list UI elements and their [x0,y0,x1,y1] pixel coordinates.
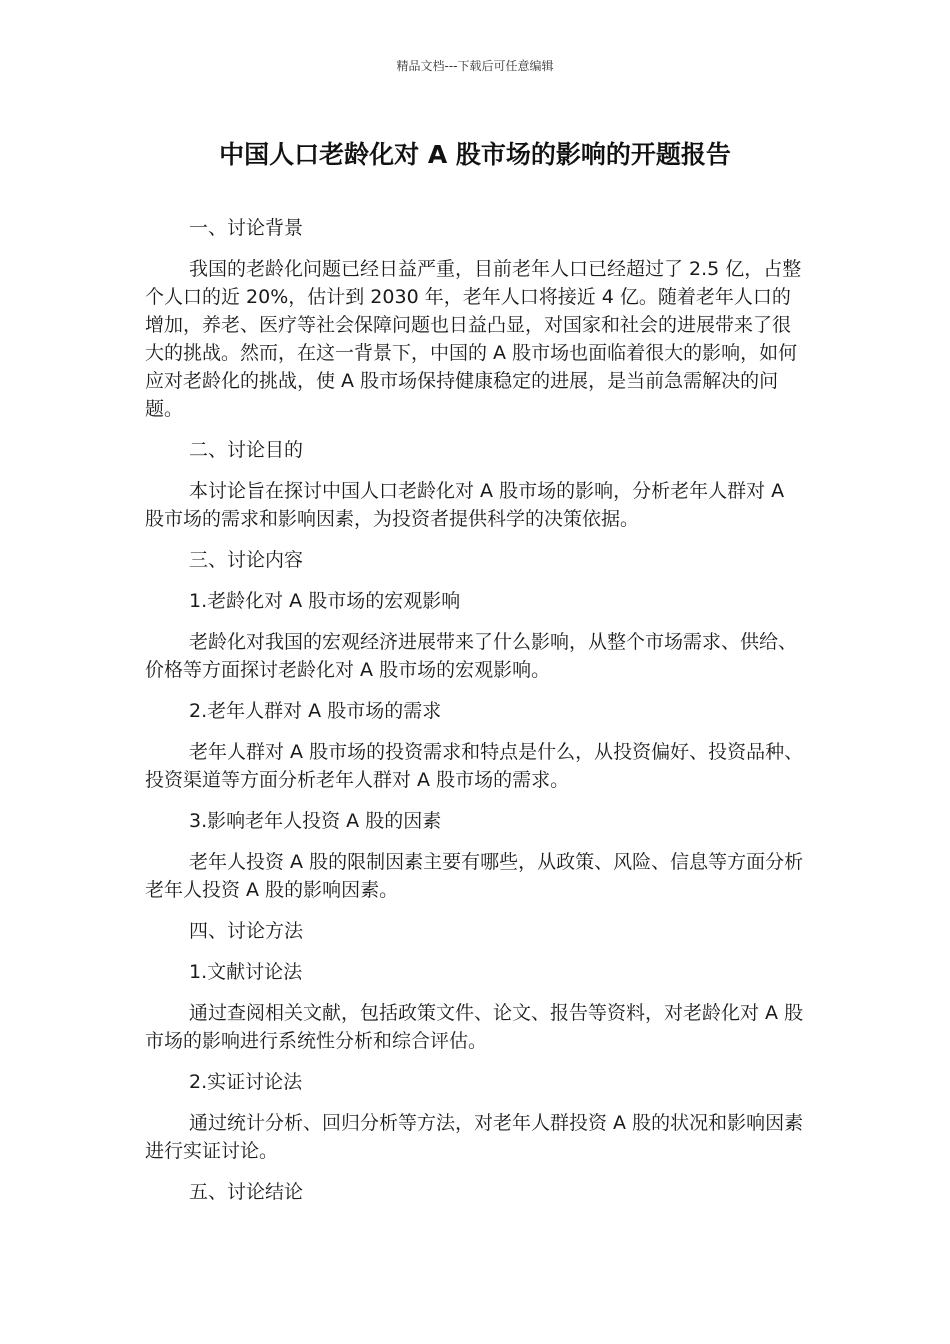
section-heading-purpose: 二、讨论目的 [189,439,304,461]
body-paragraph: 本讨论旨在探讨中国人口老龄化对 A 股市场的影响，分析老年人群对 A 股市场的需求和影响因素，为投资者提供科学的决策依据。 [145,480,785,530]
subheading: 3.影响老年人投资 A 股的因素 [189,810,442,832]
body-paragraph: 通过查阅相关文献，包括政策文件、论文、报告等资料，对老龄化对 A 股市场的影响进行系统性分析和综合评估。 [145,1002,804,1052]
section-heading-conclusion: 五、讨论结论 [189,1181,304,1203]
subheading: 1.文献讨论法 [189,961,303,983]
section-heading-method: 四、讨论方法 [189,920,304,942]
body-paragraph: 老龄化对我国的宏观经济进展带来了什么影响，从整个市场需求、供给、价格等方面探讨老龄化对 A 股市场的宏观影响。 [145,631,798,681]
section-heading-background: 一、讨论背景 [189,217,304,239]
subheading: 2.老年人群对 A 股市场的需求 [189,700,442,722]
document-body [145,214,805,1219]
body-paragraph: 通过统计分析、回归分析等方法，对老年人群投资 A 股的状况和影响因素进行实证讨论。 [145,1112,804,1162]
body-paragraph: 老年人群对 A 股市场的投资需求和特点是什么，从投资偏好、投资品种、投资渠道等方面分析老年人群对 A 股市场的需求。 [145,741,804,791]
body-paragraph: 我国的老龄化问题已经日益严重，目前老年人口已经超过了 2.5 亿，占整个人口的近 20%，估计到 2030 年，老年人口将接近 4 亿。随着老年人口的增加，养老、医疗等社会保障问题也日益凸显，对国家和社会的进展带来了很大的挑战。然而，在这一背景下，中国的 A 股市场也面临着很大的影响，如何应对老龄化的挑战，使 A 股市场保持健康稳定的进展，是当前急需解决的问题。 [145,258,802,420]
subheading: 1.老龄化对 A 股市场的宏观影响 [189,590,461,612]
page-header-note: 精品文档---下载后可任意编辑 [396,59,554,73]
body-paragraph: 老年人投资 A 股的限制因素主要有哪些，从政策、风险、信息等方面分析老年人投资 A 股的影响因素。 [145,851,804,901]
subheading: 2.实证讨论法 [189,1071,303,1093]
section-heading-content: 三、讨论内容 [189,549,304,571]
document-title: 中国人口老龄化对 A 股市场的影响的开题报告 [219,140,731,169]
